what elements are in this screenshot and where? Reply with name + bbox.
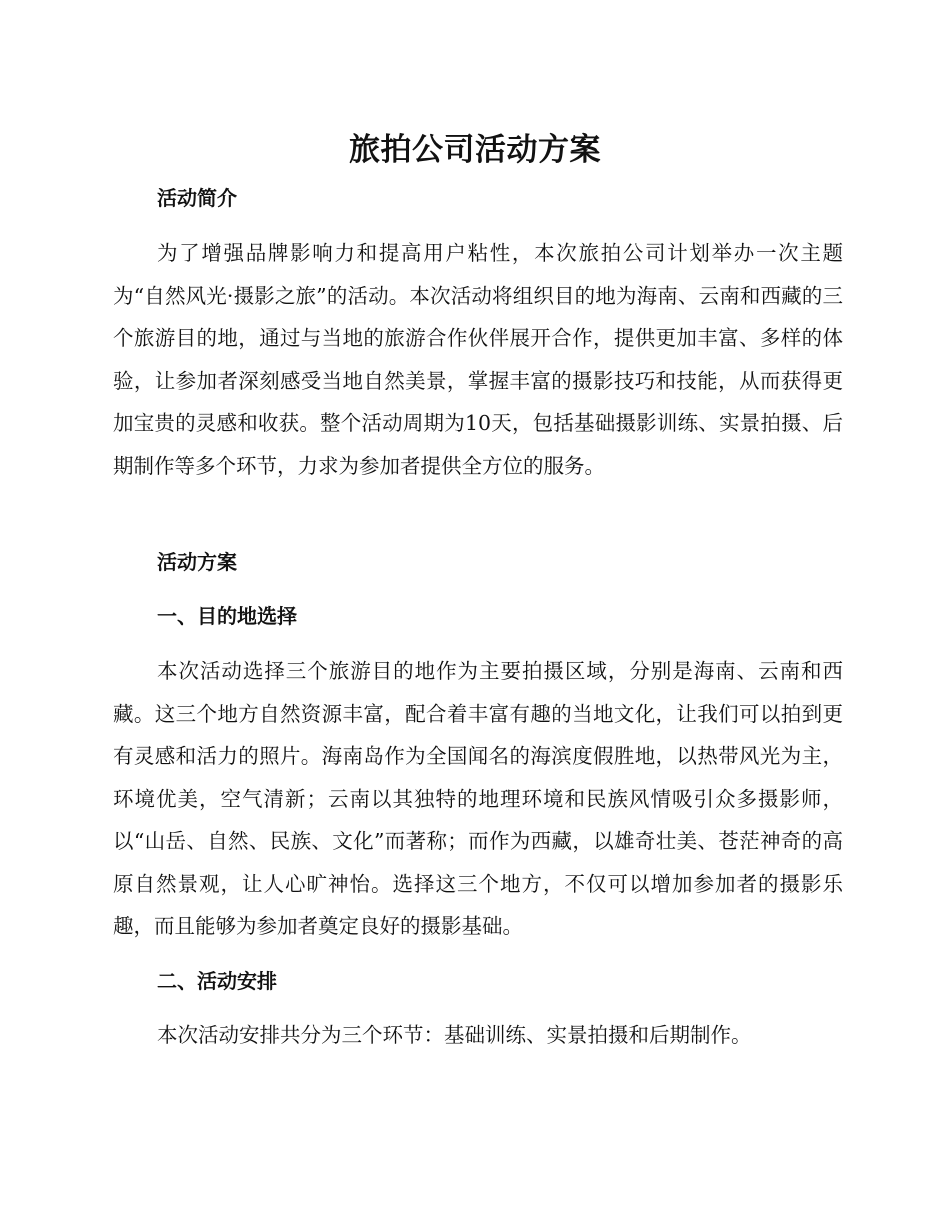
- section-heading-schedule: 二、活动安排: [157, 969, 277, 993]
- section-heading-destination: 一、目的地选择: [157, 604, 297, 628]
- intro-paragraph: 为了增强品牌影响力和提高用户粘性，本次旅拍公司计划举办一次主题为“自然风光·摄影之旅”的活动。本次活动将组织目的地为海南、云南和西藏的三个旅游目的地，通过与当地的旅游合作伙伴展开合作，提供更加丰富、多样的体验，让参加者深刻感受当地自然美景，掌握丰富的摄影技巧和技能，从而获得更加宝贵的灵感和收获。整个活动周期为10天，包括基础摄影训练、实景拍摄、后期制作等多个环节，力求为参加者提供全方位的服务。: [113, 241, 843, 478]
- schedule-paragraph: 本次活动安排共分为三个环节：基础训练、实景拍摄和后期制作。: [157, 1023, 752, 1047]
- section-heading-plan: 活动方案: [157, 550, 237, 574]
- document-title: 旅拍公司活动方案: [349, 132, 601, 168]
- section-heading-intro: 活动简介: [157, 186, 237, 210]
- destination-paragraph: 本次活动选择三个旅游目的地作为主要拍摄区域，分别是海南、云南和西藏。这三个地方自然资源丰富，配合着丰富有趣的当地文化，让我们可以拍到更有灵感和活力的照片。海南岛作为全国闻名的海滨度假胜地，以热带风光为主，环境优美，空气清新；云南以其独特的地理环境和民族风情吸引众多摄影师，以“山岳、自然、民族、文化”而著称；而作为西藏，以雄奇壮美、苍茫神奇的高原自然景观，让人心旷神怡。选择这三个地方，不仅可以增加参加者的摄影乐趣，而且能够为参加者奠定良好的摄影基础。: [113, 659, 843, 938]
